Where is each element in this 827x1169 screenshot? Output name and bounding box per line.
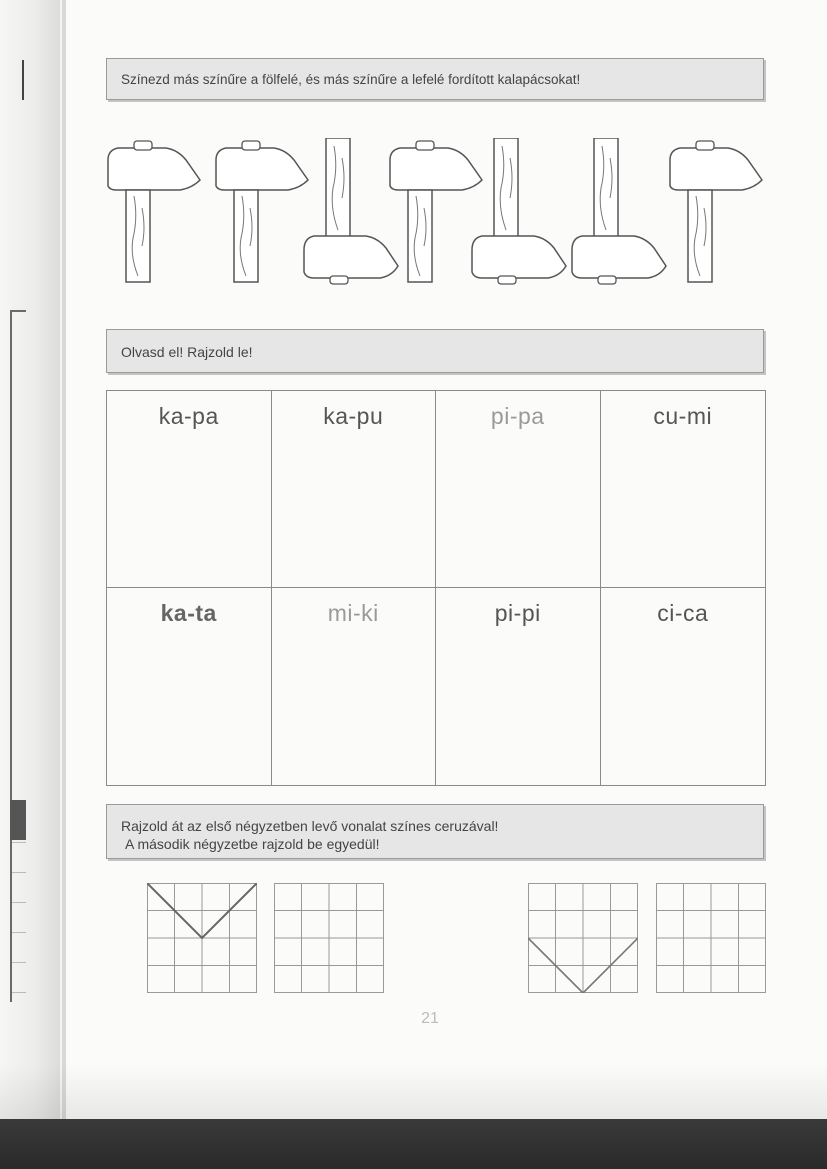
instruction-hammers-text: Színezd más színűre a fölfelé, és más színűre a lefelé fordított kalapácsokat! [121, 72, 581, 87]
word-cell[interactable] [436, 588, 601, 785]
word-cell[interactable] [107, 588, 272, 785]
binding-bracket [10, 60, 24, 100]
instruction-hammers [106, 58, 764, 100]
hammer-down-3[interactable] [572, 138, 666, 284]
word-text: pi-pa [490, 403, 545, 429]
instruction-copy-line-1: Rajzold át az első négyzetben levő vonalat színes ceruzával! [121, 818, 499, 834]
practice-grid-2[interactable] [656, 883, 766, 993]
margin-dark-mark [10, 800, 26, 840]
word-text: ka-ta [160, 600, 217, 626]
hammer-down-1[interactable] [304, 138, 398, 284]
hammer-row [100, 138, 775, 288]
word-cell[interactable] [272, 391, 437, 588]
word-text: cu-mi [653, 403, 713, 429]
scan-bottom-edge [0, 1119, 827, 1169]
word-drawing-grid [106, 390, 766, 786]
example-grid-2[interactable] [528, 883, 638, 993]
word-text: mi-ki [327, 600, 379, 626]
word-text: pi-pi [494, 600, 541, 626]
hammer-up-3[interactable] [390, 141, 482, 282]
hammer-up-1[interactable] [108, 141, 200, 282]
page-number: 21 [421, 1010, 439, 1027]
hammer-down-2[interactable] [472, 138, 566, 284]
instruction-copy-line-2: A második négyzetbe rajzold be egyedül! [125, 836, 380, 852]
word-text: ci-ca [657, 600, 709, 626]
instruction-copy-lines [106, 804, 764, 859]
word-text: ka-pu [323, 403, 384, 429]
margin-lines [12, 842, 26, 1002]
word-cell[interactable] [272, 588, 437, 785]
instruction-read-draw [106, 329, 764, 373]
example-grid-1[interactable] [147, 883, 257, 993]
hammer-up-4[interactable] [670, 141, 762, 282]
hammer-up-2[interactable] [216, 141, 308, 282]
scan-shadow [0, 1064, 827, 1119]
previous-page-margin [10, 310, 26, 1002]
practice-grid-1[interactable] [274, 883, 384, 993]
word-text: ka-pa [158, 403, 219, 429]
word-cell[interactable] [107, 391, 272, 588]
page-binding-edge [0, 0, 60, 1169]
word-cell[interactable] [601, 391, 766, 588]
word-cell[interactable] [436, 391, 601, 588]
instruction-read-draw-text: Olvasd el! Rajzold le! [121, 344, 253, 360]
word-cell[interactable] [601, 588, 766, 785]
